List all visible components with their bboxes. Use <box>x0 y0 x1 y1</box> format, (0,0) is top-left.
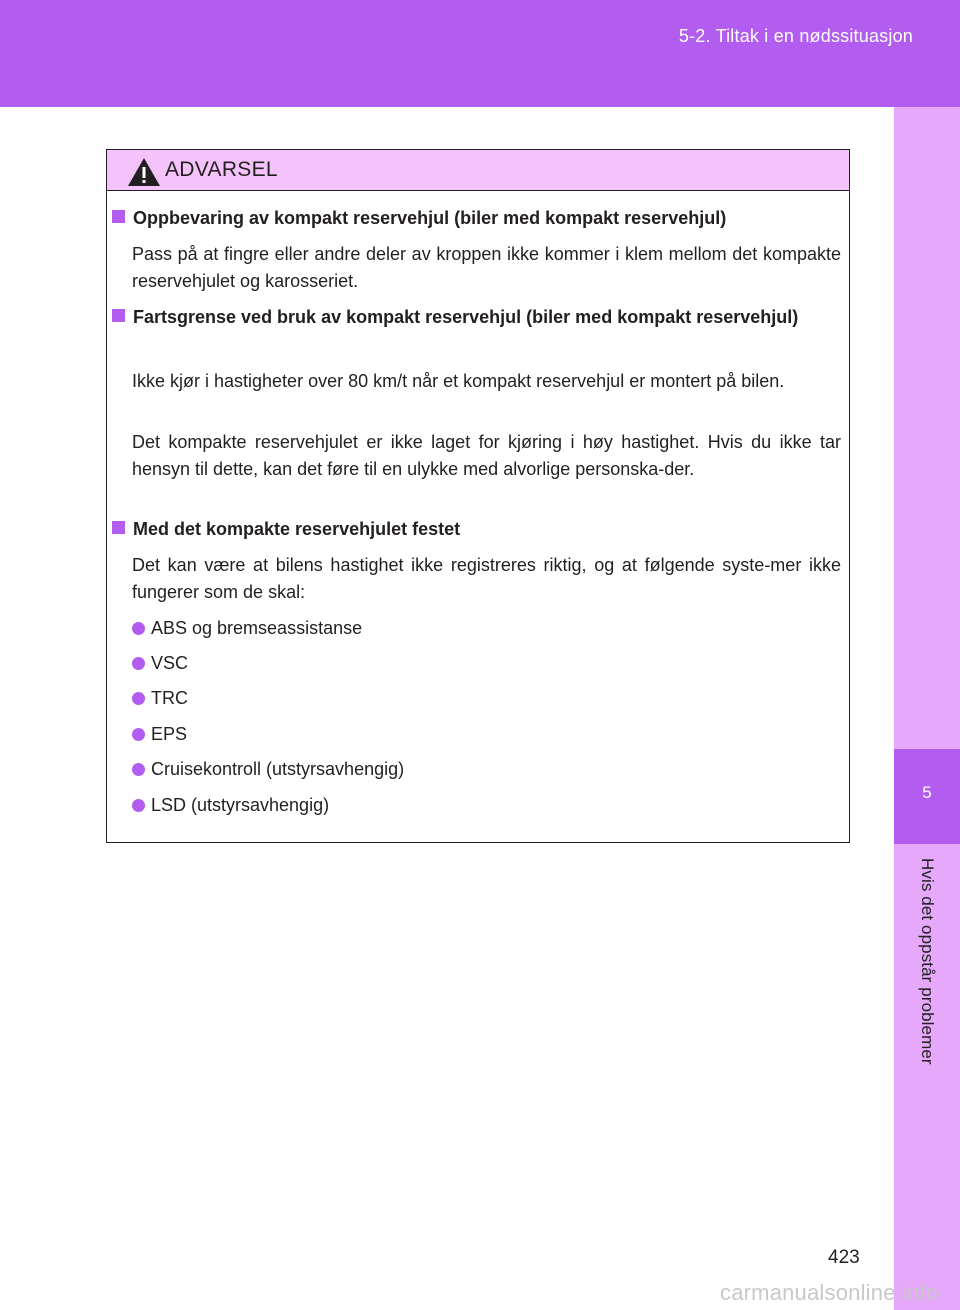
square-bullet-icon <box>112 210 125 223</box>
chapter-title: Hvis det oppstår problemer <box>918 858 937 1065</box>
list-item: TRC <box>132 685 188 712</box>
paragraph: Ikke kjør i hastigheter over 80 km/t når et kompakt reservehjul er montert på bilen. <box>132 371 785 391</box>
section-title: 5-2. Tiltak i en nødssituasjon <box>678 26 913 46</box>
round-bullet-icon <box>132 657 145 670</box>
section-heading: Med det kompakte reservehjulet festet <box>112 516 842 543</box>
page-number: 423 <box>828 1247 860 1268</box>
round-bullet-icon <box>132 728 145 741</box>
side-tab <box>894 107 960 1310</box>
round-bullet-icon <box>132 763 145 776</box>
warning-title: ADVARSEL <box>165 158 278 181</box>
section-heading: Oppbevaring av kompakt reservehjul (biler med kompakt reservehjul) <box>112 205 842 232</box>
square-bullet-icon <box>112 309 125 322</box>
paragraph: Det kan være at bilens hastighet ikke registreres riktig, og at følgende syste-mer ikke fungerer som de skal: <box>132 555 841 602</box>
watermark: carmanualsonline.info <box>720 1280 939 1305</box>
list-item: EPS <box>132 721 187 748</box>
list-item: ABS og bremseassistanse <box>132 615 362 642</box>
section-heading: Fartsgrense ved bruk av kompakt reservehjul (biler med kompakt reservehjul) <box>112 304 842 331</box>
list-item: Cruisekontroll (utstyrsavhengig) <box>132 756 404 783</box>
round-bullet-icon <box>132 622 145 635</box>
list-item: VSC <box>132 650 188 677</box>
chapter-number-block <box>894 749 960 844</box>
round-bullet-icon <box>132 692 145 705</box>
warning-triangle-icon <box>127 157 161 187</box>
round-bullet-icon <box>132 799 145 812</box>
paragraph: Pass på at fingre eller andre deler av kroppen ikke kommer i klem mellom det kompakte reservehjulet og karosseriet. <box>132 244 841 291</box>
list-item: LSD (utstyrsavhengig) <box>132 792 329 819</box>
warning-header <box>107 150 849 191</box>
square-bullet-icon <box>112 521 125 534</box>
header-band <box>0 0 960 107</box>
warning-box <box>106 149 850 843</box>
chapter-number: 5 <box>922 783 932 802</box>
paragraph: Det kompakte reservehjulet er ikke laget for kjøring i høy hastighet. Hvis du ikke tar hensyn til dette, kan det føre til en ulykke med alvorlige personska-der. <box>132 432 841 479</box>
